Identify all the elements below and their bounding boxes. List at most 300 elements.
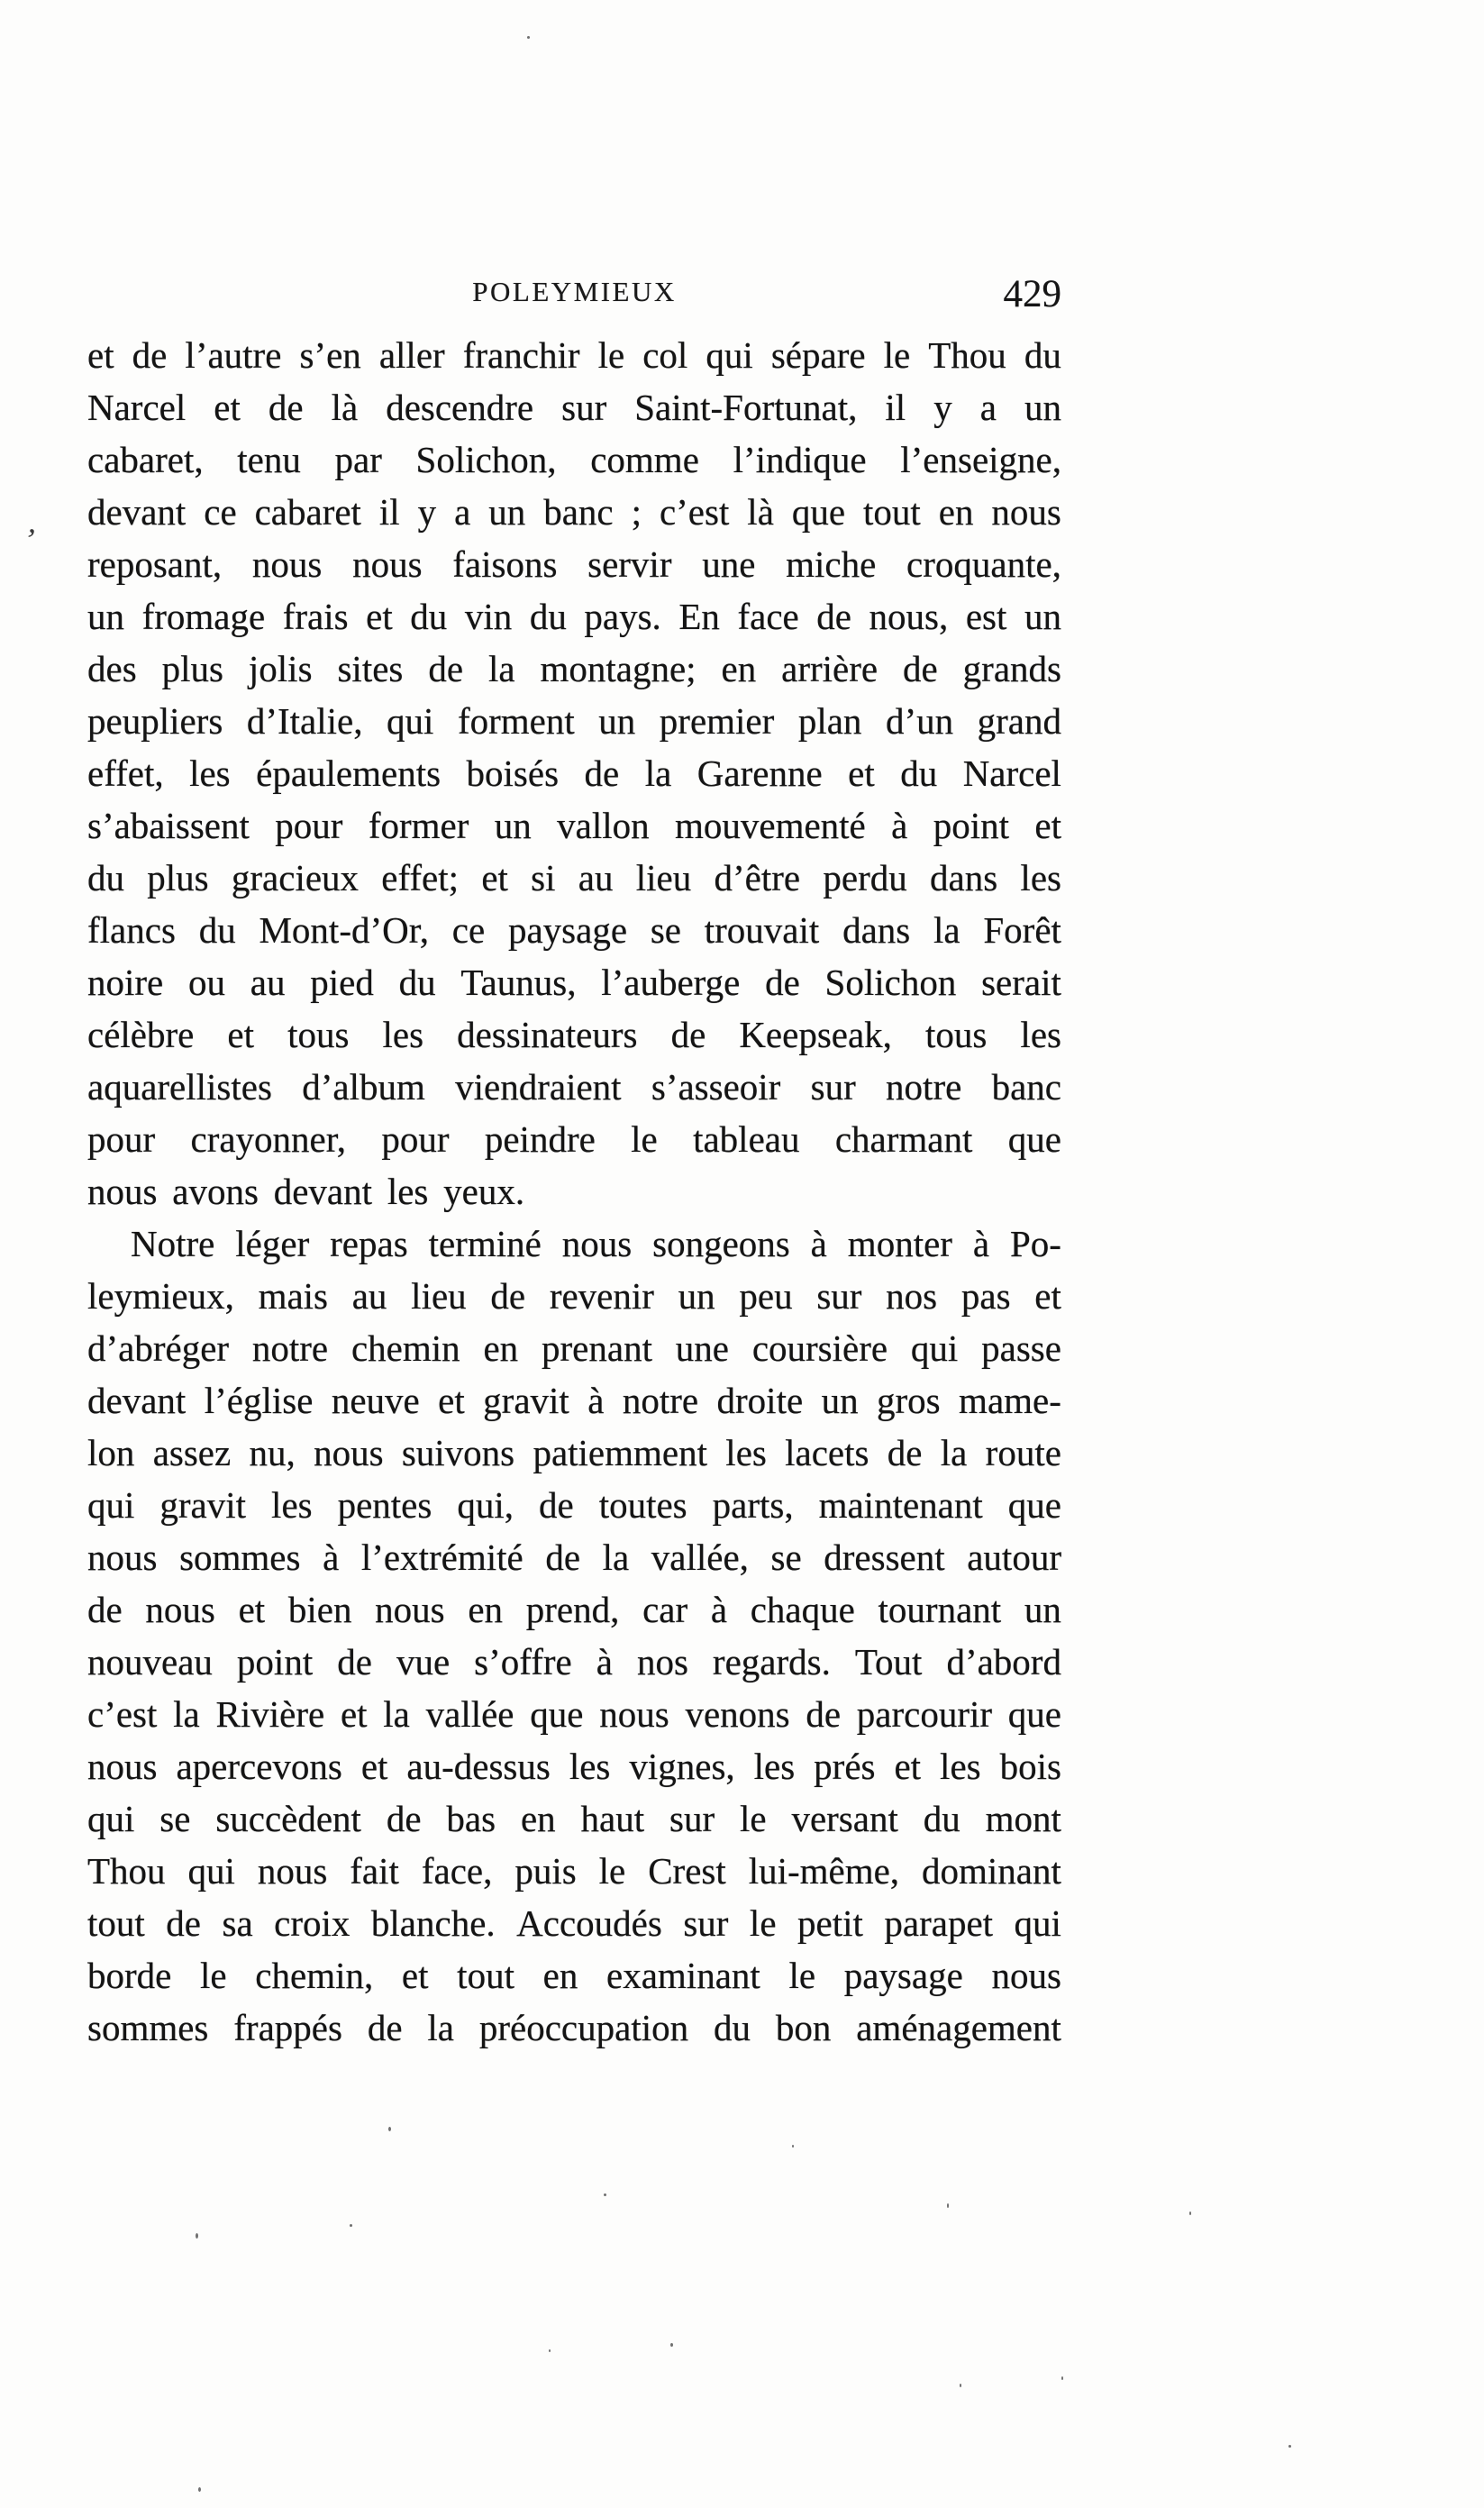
word: s’asseoir: [651, 1066, 781, 1108]
word: s’abaissent: [87, 805, 250, 846]
word: qui: [187, 1850, 235, 1892]
word: Rivière: [215, 1693, 325, 1735]
word: monter: [847, 1223, 952, 1264]
word: nous: [991, 1955, 1061, 1996]
word: un: [494, 805, 532, 846]
text-line: [87, 486, 1061, 538]
word: parcourir: [856, 1693, 993, 1735]
text-line: [87, 956, 1061, 1008]
scan-speck: [196, 2233, 198, 2239]
word: l’autre: [185, 334, 282, 376]
word: là: [331, 387, 359, 428]
word: Thou: [87, 1850, 166, 1892]
word: petit: [797, 1902, 863, 1944]
word: il: [378, 491, 400, 533]
word: de: [670, 1014, 706, 1055]
word: d’abord: [946, 1641, 1061, 1683]
word: sur: [561, 387, 607, 428]
word: boisés: [466, 752, 560, 794]
word: nouveau: [87, 1641, 213, 1683]
word: nous: [87, 1746, 158, 1787]
word: sur: [683, 1902, 729, 1944]
word: mais: [258, 1275, 328, 1317]
text-line: [87, 1479, 1061, 1531]
word: à: [596, 1641, 613, 1683]
word: des: [87, 648, 137, 689]
word: du: [1024, 334, 1061, 376]
word: tableau: [693, 1118, 800, 1160]
word: pour: [275, 805, 343, 846]
word: reposant,: [87, 543, 223, 585]
word: pays.: [584, 596, 661, 637]
word: aquarellistes: [87, 1066, 272, 1108]
word: Narcel: [87, 387, 187, 428]
word: l’enseigne,: [900, 439, 1061, 480]
word: Notre: [131, 1223, 215, 1264]
scan-speck: [1189, 2212, 1191, 2215]
word: et: [438, 1380, 465, 1421]
word: a: [979, 387, 997, 428]
word: montagne;: [540, 648, 696, 689]
word: fait: [350, 1850, 399, 1892]
word: sur: [810, 1066, 856, 1108]
word: sommes: [179, 1537, 301, 1578]
word: lieu: [635, 857, 692, 898]
scan-speck: [604, 2193, 606, 2196]
word: c’est: [659, 491, 730, 533]
word: d’album: [302, 1066, 425, 1108]
word: sommes: [87, 2007, 209, 2048]
word: croquante,: [906, 543, 1061, 585]
word: le: [739, 1798, 767, 1839]
scan-speck: [670, 2343, 673, 2347]
word: Accoudés: [516, 1902, 662, 1944]
word: et: [848, 752, 875, 794]
word: vin: [464, 596, 513, 637]
word: du: [923, 1798, 961, 1839]
word: regards.: [712, 1641, 831, 1683]
word: de: [367, 2007, 403, 2048]
word: là: [747, 491, 774, 533]
word: nous: [561, 1223, 633, 1264]
word: qui: [1014, 1902, 1061, 1944]
word: puis: [514, 1850, 577, 1892]
text-line: [87, 1845, 1061, 1897]
word: crayonner,: [190, 1118, 347, 1160]
word: parts,: [712, 1484, 794, 1526]
word: prés: [814, 1746, 876, 1787]
word: chemin: [351, 1327, 460, 1369]
word: par: [334, 439, 382, 480]
word: premier: [659, 700, 775, 742]
word: du: [87, 857, 124, 898]
word: que: [530, 1693, 584, 1735]
word: s’offre: [474, 1641, 572, 1683]
word: pied: [310, 962, 374, 1003]
word: et: [401, 1955, 429, 1996]
word: s’en: [299, 334, 361, 376]
scan-speck: [960, 2384, 961, 2387]
word: y: [933, 387, 952, 428]
word: pas: [961, 1275, 1011, 1317]
word: nous: [145, 1589, 215, 1630]
word: charmant: [834, 1118, 973, 1160]
word: patiemment: [533, 1432, 707, 1473]
word: toutes: [598, 1484, 687, 1526]
word: qui: [706, 334, 753, 376]
word: serait: [981, 962, 1061, 1003]
word: que: [1007, 1118, 1061, 1160]
word: la: [933, 909, 961, 951]
word: le: [597, 334, 625, 376]
word: gravit: [159, 1484, 247, 1526]
text-line: [87, 1740, 1061, 1792]
word: terminé: [428, 1223, 542, 1264]
word: tout: [457, 1955, 514, 1996]
word: lieu: [411, 1275, 467, 1317]
word: le: [749, 1902, 777, 1944]
word: revenir: [549, 1275, 654, 1317]
word: Saint-Fortunat,: [634, 387, 858, 428]
word: effet,: [87, 752, 164, 794]
word: en: [520, 1798, 556, 1839]
word: gracieux: [231, 857, 360, 898]
word: de: [132, 334, 168, 376]
word: un: [1024, 596, 1061, 637]
word: prend,: [525, 1589, 620, 1630]
word: maintenant: [818, 1484, 983, 1526]
word: au: [250, 962, 286, 1003]
word: plus: [147, 857, 209, 898]
word: Taunus,: [460, 962, 577, 1003]
word: Tout: [854, 1641, 923, 1683]
word: de: [386, 1798, 422, 1839]
word: chaque: [750, 1589, 855, 1630]
scan-speck: [549, 2349, 551, 2352]
word: bon: [775, 2007, 832, 2048]
word: nous: [251, 543, 323, 585]
word: nu,: [249, 1432, 296, 1473]
text-line: [87, 1374, 1061, 1427]
word: lon: [87, 1432, 135, 1473]
word: forment: [457, 700, 575, 742]
word: aménagement: [856, 2007, 1061, 2048]
word: aller: [378, 334, 445, 376]
word: en: [721, 648, 757, 689]
word: que: [1007, 1484, 1061, 1526]
text-line: [87, 329, 1061, 381]
word: le: [788, 1955, 816, 1996]
word: borde: [87, 1955, 172, 1996]
word: vallée: [425, 1693, 514, 1735]
word: versant: [791, 1798, 898, 1839]
word: Po-: [1009, 1223, 1061, 1264]
word: les: [382, 1014, 424, 1055]
word: prenant: [542, 1327, 652, 1369]
running-head: POLEYMIEUX: [472, 276, 677, 307]
word: tout: [87, 1902, 145, 1944]
word: d’être: [714, 857, 801, 898]
word: et: [238, 1589, 266, 1630]
word: de: [166, 1902, 201, 1944]
word: pentes: [337, 1484, 432, 1526]
word: un: [1024, 1589, 1061, 1630]
word: pour: [381, 1118, 450, 1160]
word: d’un: [885, 700, 954, 742]
word: le: [200, 1955, 227, 1996]
word: si: [531, 857, 556, 898]
word: arrière: [781, 648, 879, 689]
word: Solichon,: [415, 439, 557, 480]
word: et: [894, 1746, 922, 1787]
word: de: [268, 387, 304, 428]
word: dressent: [824, 1537, 945, 1578]
word: de: [337, 1641, 372, 1683]
word: tout: [863, 491, 921, 533]
word: de: [903, 648, 938, 689]
margin-ink-mark: ’: [23, 521, 39, 559]
word: le: [598, 1850, 626, 1892]
word: vue: [396, 1641, 451, 1683]
word: ;: [631, 491, 642, 533]
text-line: [87, 1008, 1061, 1061]
word: flancs: [87, 909, 176, 951]
word: qui,: [457, 1484, 514, 1526]
word: notre: [886, 1066, 962, 1108]
word: la: [173, 1693, 200, 1735]
word: de: [428, 648, 464, 689]
word: il: [885, 387, 906, 428]
word: Garenne: [696, 752, 823, 794]
word: droite: [716, 1380, 804, 1421]
word: un: [1024, 387, 1061, 428]
word: qui: [387, 700, 434, 742]
word: les: [189, 752, 231, 794]
word: gravit: [483, 1380, 569, 1421]
word: sur: [816, 1275, 862, 1317]
word: à: [587, 1380, 605, 1421]
word: nous: [87, 1537, 158, 1578]
scan-speck: [527, 36, 530, 39]
word: et: [87, 334, 114, 376]
word: célèbre: [87, 1014, 195, 1055]
word: et: [214, 387, 241, 428]
word: col: [642, 334, 688, 376]
word: devant: [87, 1380, 187, 1421]
word: Narcel: [962, 752, 1061, 794]
word: grands: [962, 648, 1061, 689]
word: peindre: [484, 1118, 596, 1160]
word: nous: [257, 1850, 328, 1892]
word: trouvait: [704, 909, 820, 951]
word: les: [753, 1746, 796, 1787]
word: banc: [543, 491, 614, 533]
word: se: [650, 909, 681, 951]
word: d’Italie,: [246, 700, 363, 742]
word: autour: [967, 1537, 1061, 1578]
word: succèdent: [215, 1798, 361, 1839]
text-line: [87, 590, 1061, 643]
scan-speck: [1061, 2376, 1063, 2380]
word: venons: [685, 1693, 790, 1735]
word: et: [1034, 1275, 1061, 1317]
word: bois: [999, 1746, 1061, 1787]
text-line: [87, 1636, 1061, 1688]
text-line: [87, 904, 1061, 956]
word: du: [529, 596, 567, 637]
word: du: [713, 2007, 751, 2048]
word: sépare: [770, 334, 866, 376]
word: passe: [981, 1327, 1061, 1369]
text-line: nous avons devant les yeux.: [87, 1171, 525, 1212]
word: sites: [337, 648, 404, 689]
word: Keepseak,: [739, 1014, 892, 1055]
word: franchir: [462, 334, 580, 376]
word: un: [598, 700, 636, 742]
word: que: [791, 491, 846, 533]
word: du: [198, 909, 236, 951]
word: nous: [314, 1432, 384, 1473]
word: car: [642, 1589, 688, 1630]
word: en: [938, 491, 974, 533]
word: de: [87, 1589, 123, 1630]
word: comme: [590, 439, 699, 480]
word: servir: [587, 543, 672, 585]
word: au: [351, 1275, 387, 1317]
word: est: [965, 596, 1007, 637]
word: le: [631, 1118, 658, 1160]
word: parapet: [884, 1902, 994, 1944]
word: tenu: [237, 439, 301, 480]
text-line: [87, 1218, 1061, 1270]
word: et: [360, 1746, 388, 1787]
word: nos: [886, 1275, 938, 1317]
word: nous,: [869, 596, 949, 637]
word: nos: [636, 1641, 688, 1683]
word: la: [383, 1693, 410, 1735]
word: songeons: [652, 1223, 790, 1264]
word: notre: [622, 1380, 699, 1421]
word: et: [340, 1693, 368, 1735]
word: blanche.: [370, 1902, 496, 1944]
word: préoccupation: [478, 2007, 689, 2048]
text-line: [87, 1897, 1061, 1949]
word: chemin,: [255, 1955, 374, 1996]
word: se: [770, 1537, 802, 1578]
word: l’église: [204, 1380, 314, 1421]
word: Solichon: [824, 962, 957, 1003]
word: noire: [87, 962, 164, 1003]
word: d’abréger: [87, 1327, 230, 1369]
text-line: [87, 538, 1061, 590]
word: épaulements: [256, 752, 442, 794]
word: que: [1007, 1693, 1061, 1735]
word: du: [900, 752, 938, 794]
word: vallée,: [651, 1537, 749, 1578]
word: frais: [282, 596, 349, 637]
word: sa: [222, 1902, 253, 1944]
word: du: [398, 962, 436, 1003]
word: croix: [274, 1902, 351, 1944]
text-line: [87, 433, 1061, 486]
word: de: [816, 596, 851, 637]
word: fromage: [141, 596, 266, 637]
word: Mont-d’Or,: [259, 909, 429, 951]
word: mont: [985, 1798, 1061, 1839]
word: l’auberge: [601, 962, 741, 1003]
word: les: [1020, 857, 1061, 898]
word: suivons: [401, 1432, 515, 1473]
text-line: [87, 852, 1061, 904]
word: perdu: [823, 857, 907, 898]
word: au-dessus: [406, 1746, 551, 1787]
word: faisons: [452, 543, 558, 585]
word: et: [366, 596, 393, 637]
text-line: [87, 1113, 1061, 1165]
word: le: [883, 334, 911, 376]
scan-speck: [350, 2224, 352, 2227]
word: coursière: [751, 1327, 888, 1369]
text-line: [87, 1322, 1061, 1374]
word: former: [368, 805, 469, 846]
scan-speck: [947, 2203, 949, 2208]
word: miche: [786, 543, 877, 585]
word: assez: [152, 1432, 232, 1473]
word: point: [236, 1641, 314, 1683]
word: de: [545, 1537, 581, 1578]
word: peupliers: [87, 700, 223, 742]
scan-speck: [792, 2145, 794, 2148]
word: en: [468, 1589, 504, 1630]
word: qui: [910, 1327, 959, 1369]
word: pour: [87, 1118, 156, 1160]
word: les: [725, 1432, 767, 1473]
word: à: [891, 805, 908, 846]
word: dans: [930, 857, 998, 898]
word: nous: [352, 543, 423, 585]
word: lacets: [785, 1432, 869, 1473]
word: Thou: [928, 334, 1006, 376]
word: y: [417, 491, 437, 533]
word: la: [644, 752, 672, 794]
word: viendraient: [455, 1066, 622, 1108]
word: paysage: [507, 909, 628, 951]
word: notre: [251, 1327, 329, 1369]
word: un: [87, 596, 124, 637]
word: plan: [797, 700, 862, 742]
word: et: [1034, 805, 1061, 846]
word: dans: [842, 909, 911, 951]
text-line: [87, 381, 1061, 433]
word: à: [323, 1537, 340, 1578]
word: de: [806, 1693, 842, 1735]
word: la: [427, 2007, 454, 2048]
word: la: [602, 1537, 630, 1578]
word: haut: [580, 1798, 645, 1839]
word: les: [271, 1484, 313, 1526]
word: ou: [188, 962, 226, 1003]
word: et: [227, 1014, 254, 1055]
word: à: [972, 1223, 990, 1264]
word: grand: [977, 700, 1061, 742]
word: banc: [991, 1066, 1061, 1108]
word: gros: [877, 1380, 941, 1421]
text-line: [87, 1531, 1061, 1583]
word: nous: [991, 491, 1061, 533]
word: neuve: [331, 1380, 420, 1421]
word: a: [454, 491, 471, 533]
word: tous: [925, 1014, 988, 1055]
